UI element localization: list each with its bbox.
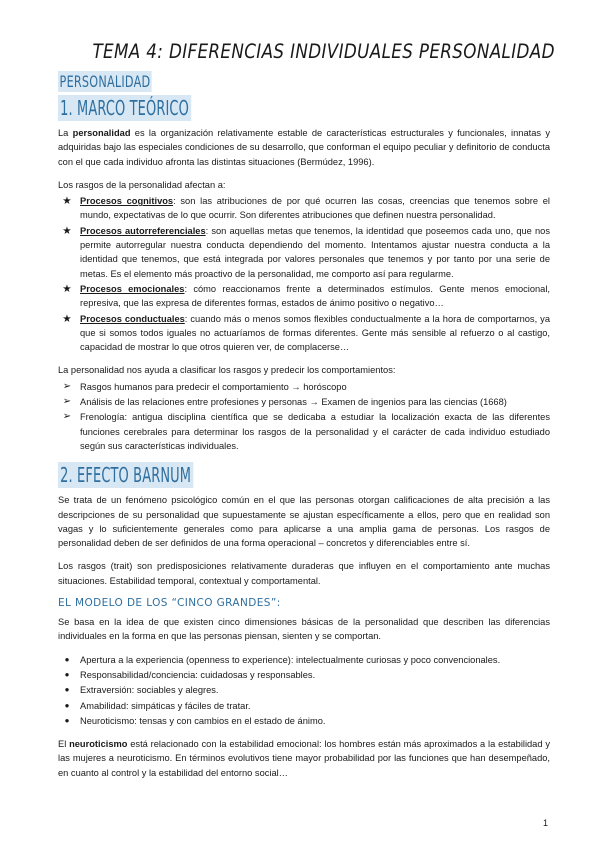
dot-bullet-icon: ● <box>64 715 70 725</box>
arrow-bullet-icon: ➢ <box>62 411 72 423</box>
page-number: 1 <box>542 818 548 828</box>
arrow-bullet-icon: ➢ <box>62 396 72 408</box>
star-bullet-icon: ★ <box>62 195 72 208</box>
document-page <box>58 40 555 789</box>
term-neuroticismo: neuroticismo <box>69 739 128 750</box>
list-item: ★ Procesos conductuales: cuando más o menos somos flexibles conductualmente a la hora de comportarnos, ya que si somos todos iguales no actuaríamos de formas diferentes. Gente más sensible al refuerzo o al castigo, capacidad de mostrar lo que otros quieren ver, de complacerse… <box>58 312 550 355</box>
list-item: ➢ Rasgos humanos para predecir el comportamiento → horóscopo <box>58 380 550 394</box>
document-title: TEMA 4: DIFERENCIAS INDIVIDUALES PERSONALIDAD <box>92 40 555 63</box>
dot-bullet-icon: ● <box>64 685 70 695</box>
dot-bullet-icon: ● <box>64 669 70 679</box>
list-item: ● Apertura a la experiencia (openness to experience): intelectualmente curiosas y poco convencionales. <box>58 653 550 667</box>
list-item: ★ Procesos autorreferenciales: son aquellas metas que tenemos, la identidad que poseemos cada uno, que nos permite autorregular nuestra conducta dependiendo del momento. Intentamos ajustar nuestra conducta a la identidad que tenemos, que está integrada por valores personales que tenemos y por tanto por una serie de metas. Es el elemento más proactivo de la personalidad, me comporto así para regularme. <box>58 224 550 281</box>
list-item: ➢ Análisis de las relaciones entre profesiones y personas → Examen de ingenios para las ciencias (1668) <box>58 395 550 409</box>
paragraph-definicion: La personalidad es la organización relativamente estable de características estructurales y funcionales, innatas y adquiridas bajo las especiales condiciones de su desarrollo, que conforman el equipo peculiar y definitorio de conducta con el que cada individuo afronta las distintas situaciones (Bermúdez, 1996). <box>58 128 550 167</box>
star-bullet-icon: ★ <box>62 282 72 295</box>
list-cinco-grandes <box>58 653 550 728</box>
list-item: ● Neuroticismo: tensas y con cambios en el estado de ánimo. <box>58 714 550 728</box>
heading-marco-teorico: 1. MARCO TEÓRICO <box>58 95 191 121</box>
dot-bullet-icon: ● <box>64 654 70 664</box>
list-item: ➢ Frenología: antigua disciplina científica que se dedicaba a estudiar la localización exacta de las diferentes funciones cerebrales para determinar los rasgos de la personalidad y el carácter de cada individuo estudiado según sus características individuales. <box>58 410 550 453</box>
paragraph-cinco-intro: Se basa en la idea de que existen cinco dimensiones básicas de la personalidad que describen las diferencias individuales en la forma en que las personas piensan, sienten y se comportan. <box>58 617 550 642</box>
paragraph-rasgos-intro: Los rasgos de la personalidad afectan a: <box>58 179 226 190</box>
list-item: ● Responsabilidad/conciencia: cuidadosas y responsables. <box>58 668 550 682</box>
list-rasgos <box>58 194 550 354</box>
list-item: ★ Procesos emocionales: cómo reaccionamos frente a determinados estímulos. Gente menos emocional, represiva, que las expresa de diferentes formas, estados de ánimo positivo o negativo… <box>58 282 550 311</box>
paragraph-barnum: Se trata de un fenómeno psicológico común en el que las personas otorgan calificaciones de alta precisión a las descripciones de su personalidad que supuestamente se ajustan específicamente a ellos, pero que en realidad son vagas y lo suficientemente generales como para aplicarse a una amplia gama de personas. Los rasgos de personalidad deben de ser definidos de una forma operacional – concretos y diferenciables entre sí. <box>58 495 550 549</box>
term-personalidad: personalidad <box>72 128 131 138</box>
dot-bullet-icon: ● <box>64 700 70 710</box>
heading-efecto-barnum: 2. EFECTO BARNUM <box>58 462 193 488</box>
heading-personalidad: PERSONALIDAD <box>59 72 151 91</box>
list-item: ● Extraversión: sociables y alegres. <box>58 683 550 697</box>
list-item: ● Amabilidad: simpáticas y fáciles de tratar. <box>58 699 550 713</box>
star-bullet-icon: ★ <box>62 312 72 325</box>
arrow-bullet-icon: ➢ <box>62 380 72 392</box>
paragraph-usos-intro: La personalidad nos ayuda a clasificar los rasgos y predecir los comportamientos: <box>58 365 396 376</box>
paragraph-neuroticismo: El neuroticismo está relacionado con la estabilidad emocional: los hombres están más aproximados a la estabilidad y las mujeres a neuroticismo. En términos evolutivos tiene mayor probabilidad por las funciones que han desempeñado, en cuanto al control y la estabilidad del entorno social… <box>58 739 550 778</box>
list-usos <box>58 380 550 453</box>
star-bullet-icon: ★ <box>62 224 72 237</box>
subheading-cinco-grandes: EL MODELO DE LOS “CINCO GRANDES”: <box>58 597 281 610</box>
list-item: ★ Procesos cognitivos: son las atribuciones de por qué ocurren las cosas, creencias que tenemos sobre el mundo, expectativas de lo que ocurrir. Son diferentes atribuciones que definen nuestra personalidad. <box>58 194 550 223</box>
paragraph-rasgos-trait: Los rasgos (trait) son predisposiciones relativamente duraderas que influyen en el comportamiento ante muchas situaciones. Estabilidad temporal, contextual y comportamental. <box>58 561 550 586</box>
